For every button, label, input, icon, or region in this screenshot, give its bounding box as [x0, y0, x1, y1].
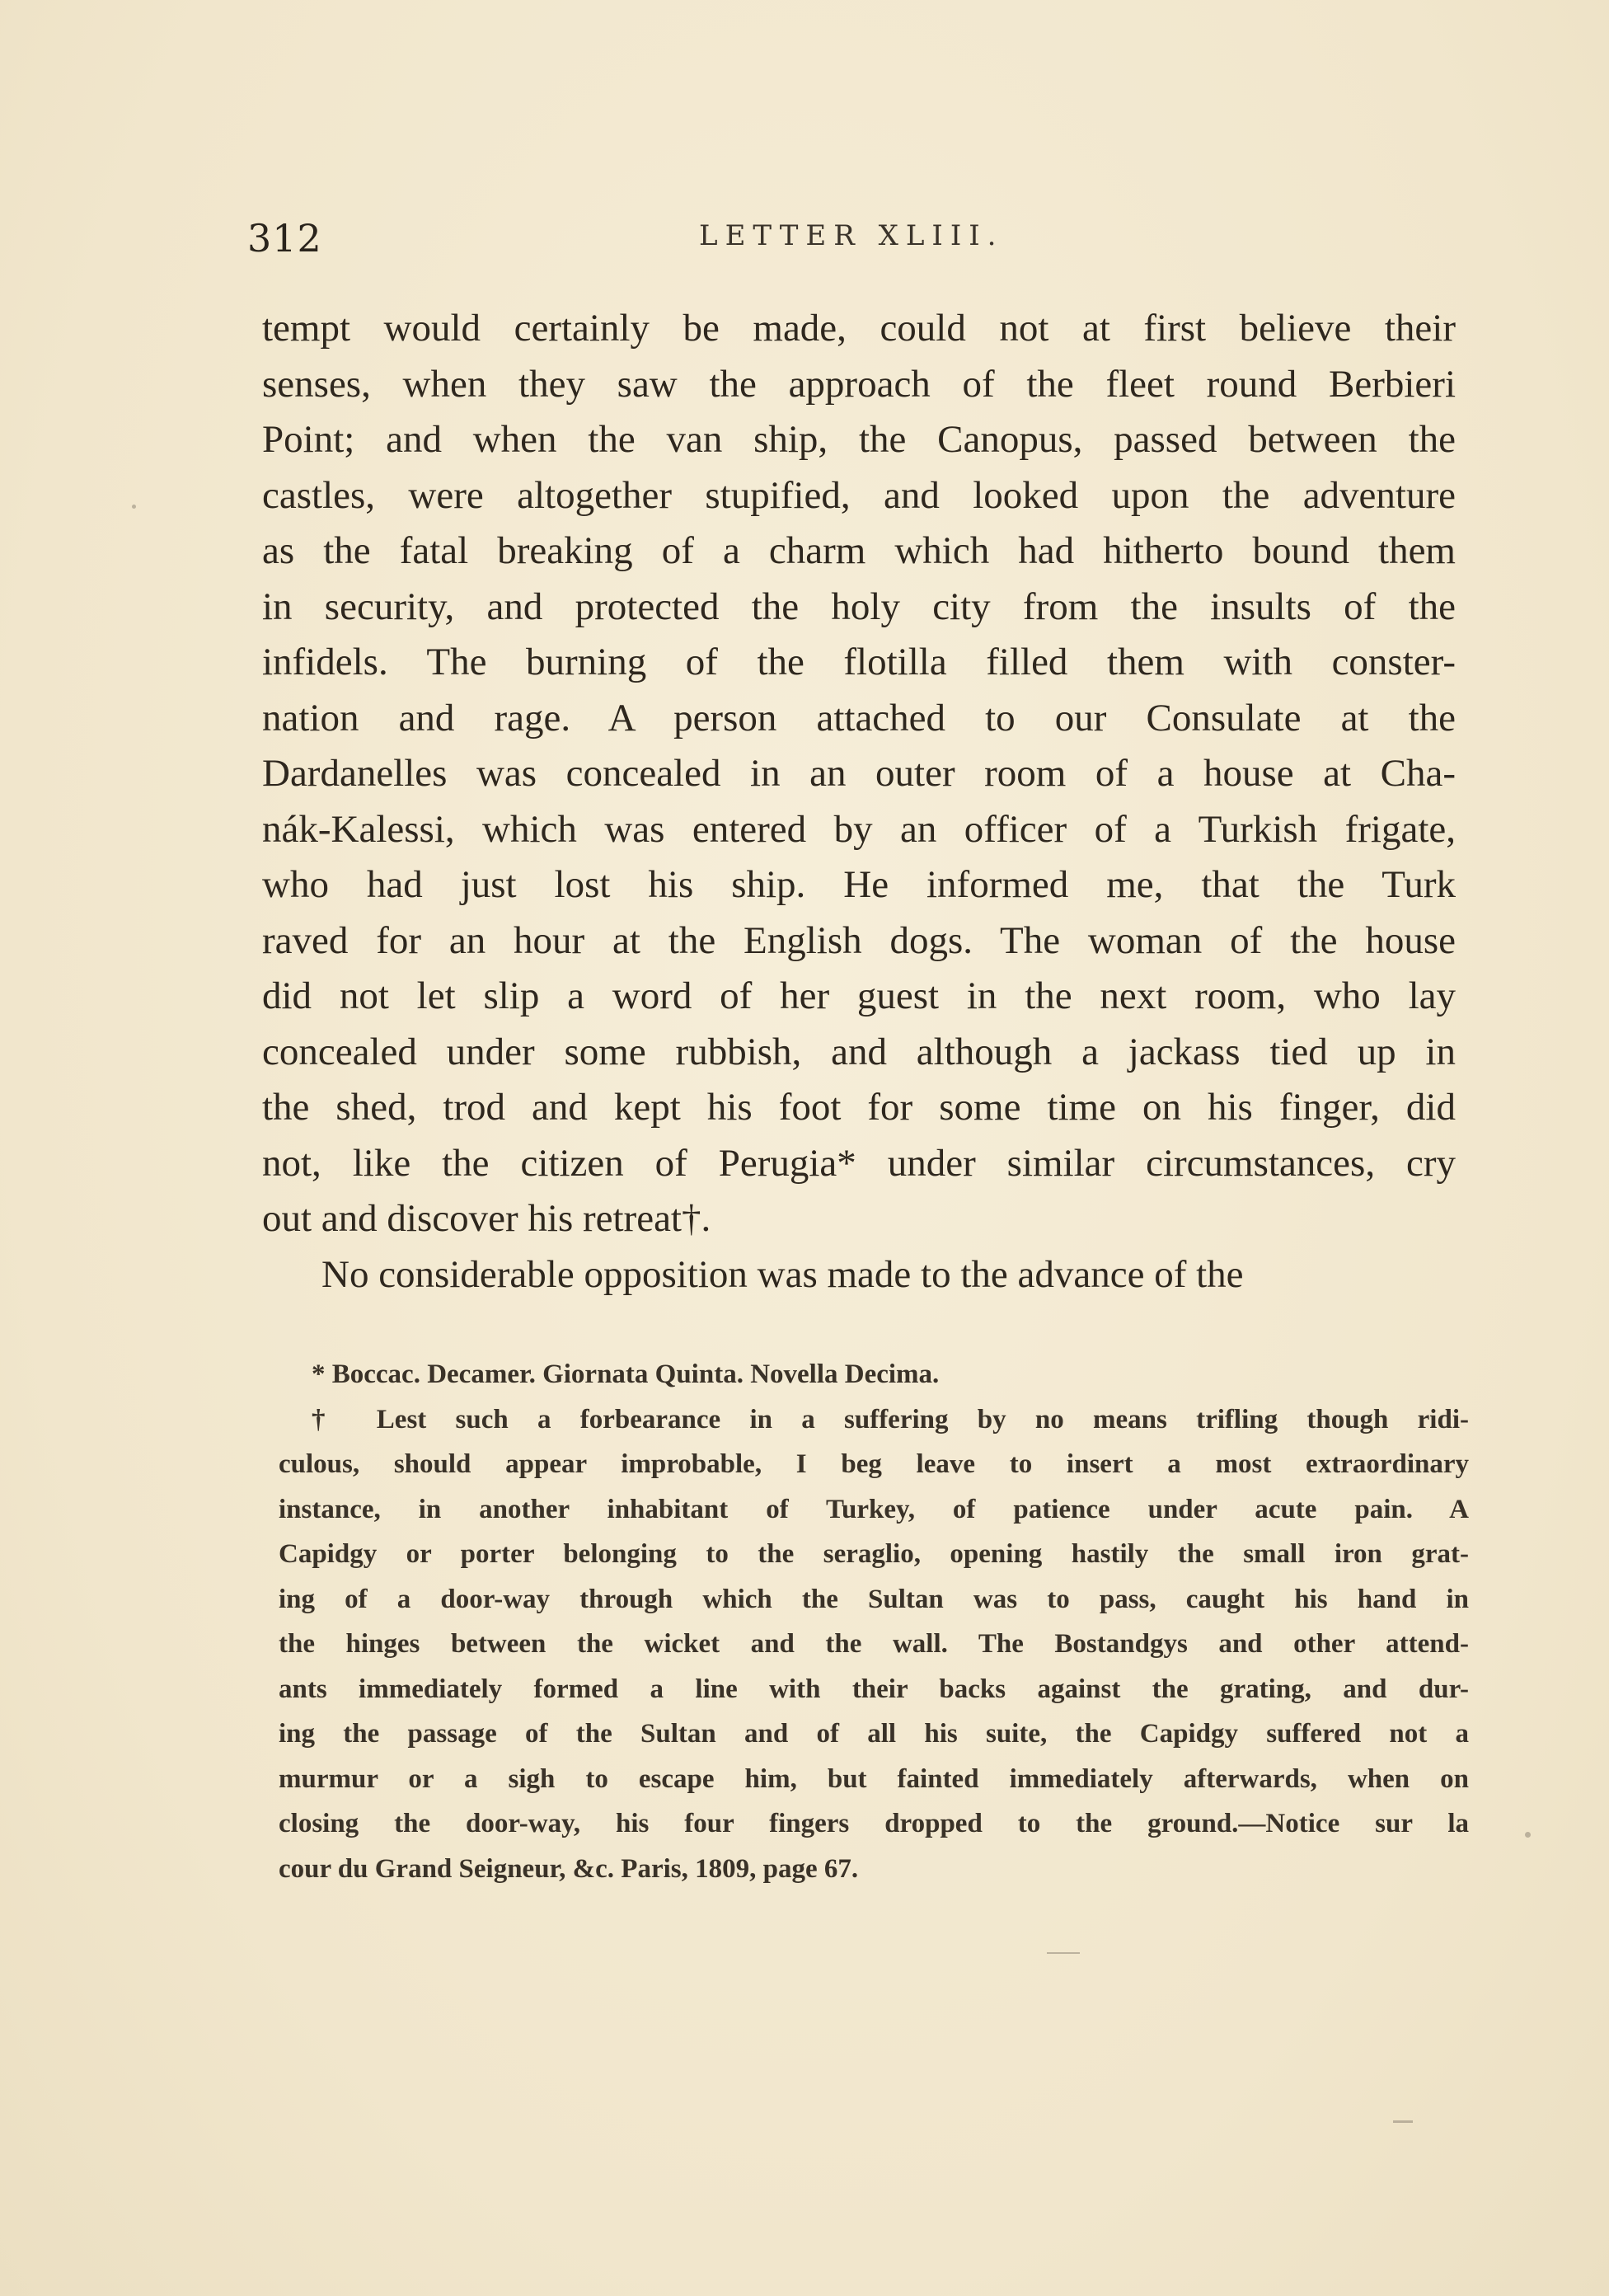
footnote-line: ing of a door-way through which the Sultan was to pass, caught his hand in — [279, 1584, 1469, 1614]
footnotes — [279, 1352, 1469, 1891]
body-line: castles, were altogether stupified, and looked upon the adventure — [262, 473, 1456, 517]
print-speck — [1047, 1952, 1080, 1954]
footnote-line: the hinges between the wicket and the wall. The Bostandgys and other attend- — [279, 1629, 1469, 1659]
footnote-line: culous, should appear improbable, I beg leave to insert a most extraordinary — [279, 1449, 1469, 1479]
body-line: the shed, trod and kept his foot for some time on his finger, did — [262, 1086, 1456, 1129]
body-line: senses, when they saw the approach of the fleet round Berbieri — [262, 362, 1456, 406]
body-line: nation and rage. A person attached to our Consulate at the — [262, 696, 1456, 740]
body-line: No considerable opposition was made to the advance of the — [321, 1252, 1244, 1296]
body-line: raved for an hour at the English dogs. The woman of the house — [262, 918, 1456, 962]
running-title: LETTER XLIII. — [699, 219, 1004, 252]
footnote-line: ants immediately formed a line with their backs against the grating, and dur- — [279, 1674, 1469, 1704]
body-line: Dardanelles was concealed in an outer room of a house at Cha- — [262, 752, 1456, 795]
print-speck — [1393, 2120, 1413, 2123]
body-line: nák-Kalessi, which was entered by an officer of a Turkish frigate, — [262, 807, 1456, 851]
print-speck — [1525, 1832, 1531, 1838]
footnote-line: instance, in another inhabitant of Turkey, of patience under acute pain. A — [279, 1494, 1469, 1524]
body-line: out and discover his retreat†. — [262, 1197, 711, 1240]
body-line: in security, and protected the holy city from the insults of the — [262, 585, 1456, 628]
body-line: did not let slip a word of her guest in the next room, who lay — [262, 974, 1456, 1017]
footnote-line: Capidgy or porter belonging to the seraglio, opening hastily the small iron grat- — [279, 1539, 1469, 1569]
footnote-line: cour du Grand Seigneur, &c. Paris, 1809, page 67. — [279, 1853, 859, 1884]
body-line: not, like the citizen of Perugia* under similar circumstances, cry — [262, 1141, 1456, 1185]
footnote-boccaccio: * Boccac. Decamer. Giornata Quinta. Novella Decima. — [312, 1359, 940, 1389]
body-line: concealed under some rubbish, and although a jackass tied up in — [262, 1030, 1456, 1073]
body-text — [262, 301, 1456, 1303]
body-line: as the fatal breaking of a charm which had hitherto bound them — [262, 529, 1456, 572]
running-head — [247, 216, 1467, 265]
body-line: infidels. The burning of the flotilla filled them with conster- — [262, 641, 1456, 683]
footnote-line: † Lest such a forbearance in a suffering by no means trifling though ridi- — [312, 1404, 1469, 1434]
footnote-line: closing the door-way, his four fingers dropped to the ground.—Notice sur la — [279, 1809, 1469, 1838]
body-line: Point; and when the van ship, the Canopus, passed between the — [262, 418, 1456, 461]
print-speck — [132, 505, 136, 509]
footnote-line: ing the passage of the Sultan and of all his suite, the Capidgy suffered not a — [279, 1719, 1469, 1749]
footnote-line: murmur or a sigh to escape him, but fainted immediately afterwards, when on — [279, 1763, 1469, 1794]
body-line: tempt would certainly be made, could not at first believe their — [262, 307, 1456, 350]
page-number: 312 — [247, 216, 322, 261]
body-line: who had just lost his ship. He informed me, that the Turk — [262, 863, 1456, 906]
